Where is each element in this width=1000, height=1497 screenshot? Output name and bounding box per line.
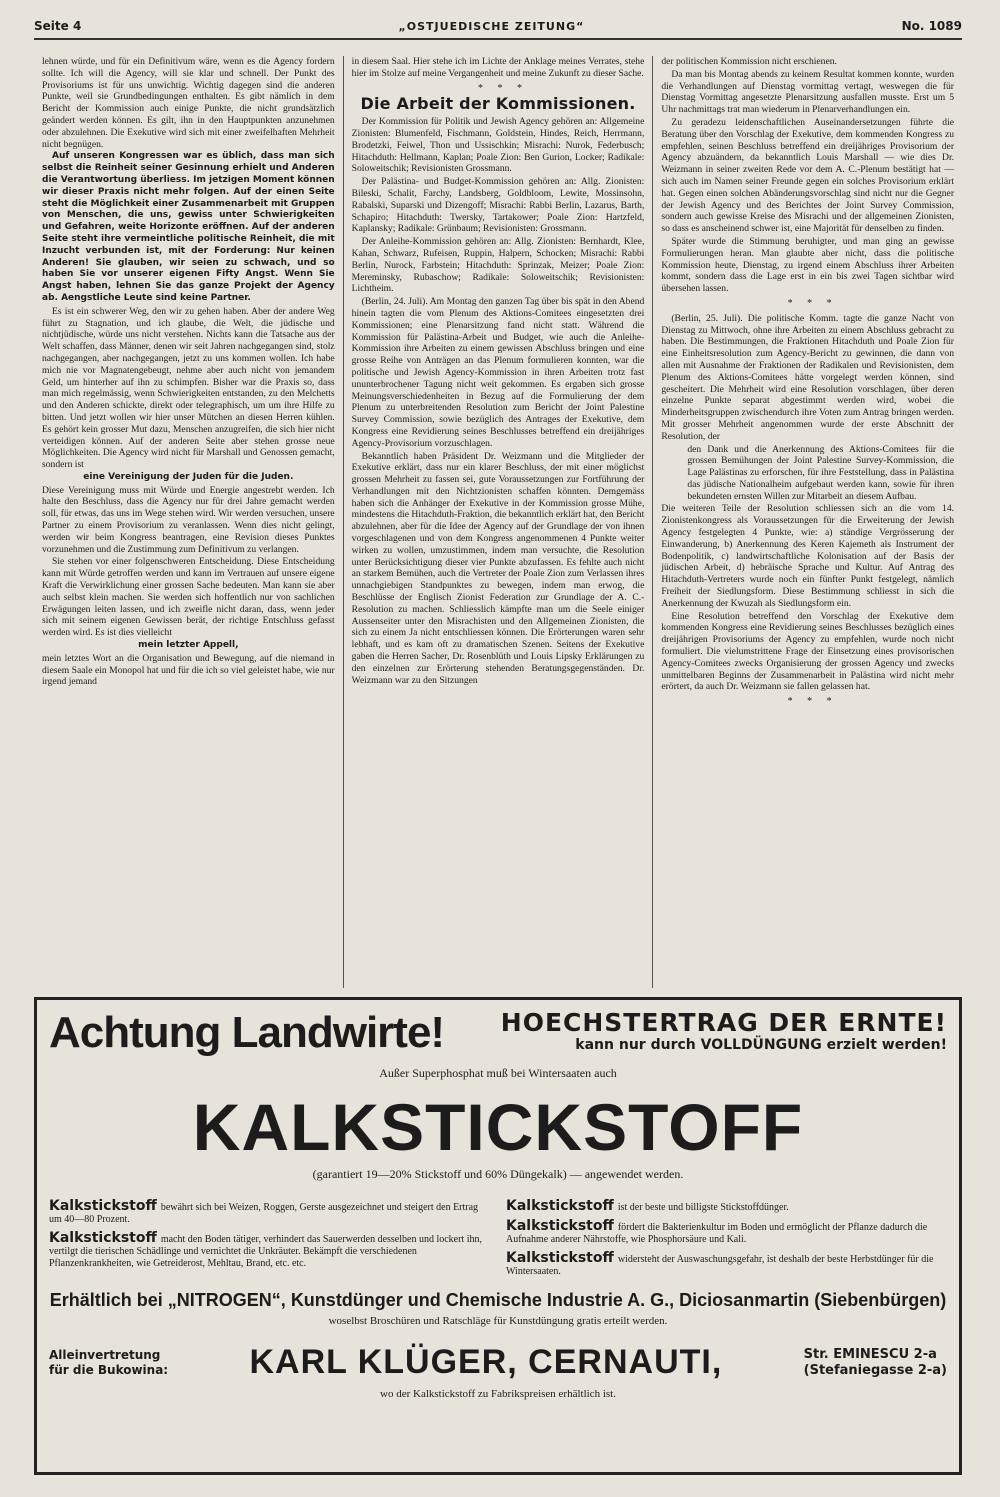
ad-benefit: [49, 1200, 490, 1226]
article-paragraph: Eine Resolution betreffend den Vorschlag der Exekutive dem kommenden Kongress eine Revidierung seines Beschlusses bezüglich eines dreijährigen Provisoriums der Agency zu empfehlen, wurde noch nicht formuliert. Die vielumstrittene Frage der Einsetzung eines provisorischen Agency-Comitees zwecks Organisierung der grossen Agency und zwecks unmittelbaren Beginns der Zusammenarbeit in Palästina wird nicht mehr erörtert, da auch Dr. Weizmann sie fallen gelassen hat.: [661, 610, 955, 693]
ad-benefit: [506, 1220, 947, 1246]
page-number: Seite 4: [34, 19, 82, 33]
ad-benefit-keyword: Kalkstickstoff: [506, 1198, 614, 1214]
ad-benefit-keyword: Kalkstickstoff: [506, 1250, 614, 1266]
column-2: [343, 56, 653, 988]
article-paragraph: eine Vereinigung der Juden für die Juden.: [83, 471, 294, 482]
ad-dealer-address-1: Str. EMINESCU 2-a: [803, 1346, 937, 1362]
ad-benefit-text: macht den Boden tätiger, verhindert das Sauerwerden desselben und lockert ihn, vertilgt die tierischen Schädlinge und vernichtet die Unkräuter. Bekämpft die verschiedenen Pflanzenkrankheiten, wie Getreiderost, Mehltau, Brand, etc. etc.: [49, 1234, 482, 1269]
column-1: [34, 56, 343, 988]
section-divider: * * *: [787, 696, 838, 708]
column-3: [652, 56, 962, 988]
fertilizer-advertisement: [34, 997, 962, 1475]
article-columns: [34, 56, 962, 988]
ad-dealer-label-1: Alleinvertretung: [49, 1347, 161, 1362]
article-paragraph: der politischen Kommission nicht erschienen.: [661, 56, 837, 67]
page-header: [34, 14, 962, 40]
article-paragraph: Es ist ein schwerer Weg, den wir zu gehen haben. Aber der andere Weg führt zu Stagnation, und ich glaube, die Welt, die jüdische und nichtjüdische, würde uns nicht verstehen. Nichts kann die Tatsache aus der Welt schaffen, dass Männer, denen wir seit Jahren nachgegangen sind, stolz nachgegangen, aber nachgegangen, jetzt zu uns kommen wollen. Ich habe mich nie vor Magnatengebeugt, nehme aber auch nicht von jemandem Geld, um hinterher auf ihn zu schimpfen. Bisher war die Praxis so, dass man mich regelmässig, wenn Schwierigkeiten entstanden, zu den Melchetts und den Anderen schickte, direkt oder telegraphisch, um um ihre Hilfe zu bitten. Und jetzt wollen wir hier unser Mütchen an diesen Herren kühlen. Es gehört kein grosser Mut dazu, Menschen anzugreifen, die sich hier nicht verteidigen können. Auf der anderen Seite aber stehen grosse neue Möglichkeiten. Die Agency wird nicht für Marshall und Genossen gemacht, sondern ist: [42, 305, 335, 471]
ad-dealer-label: [49, 1348, 168, 1378]
article-paragraph: (Berlin, 25. Juli). Die politische Komm. tagte die ganze Nacht von Dienstag zu Mittwoch, ohne ihre Arbeiten zu einem Abschluss gebracht zu haben. Die Bestimmungen, die Fraktionen Hitachduth und Poale Zion für eine Einheitsresolution zum Agency-Bericht zu gewinnen, die dann von allen mit Ausnahme der Fraktionen der Radikalen und Revisionisten, dem Plenum des Aktions-Comitees hätte vorgelegt werden können, sind gescheitert. Die Mehrheit wird eine Resolution vorschlagen, über deren einzelne Punkte separat abgestimmt werden wird, wobei die Minderheitsgruppen zwischendurch ihre Voten zum Antrag bringen werden. Mit grosser Mehrheit angenommen wurde der erste Abschnitt der Resolution, der: [661, 312, 955, 442]
ad-benefit-keyword: Kalkstickstoff: [49, 1230, 157, 1246]
article-paragraph: Da man bis Montag abends zu keinem Resultat kommen konnte, wurden die Verhandlungen auf Dienstag vormittag vertagt, weswegen die für Dienstag Vormittag angesetzte Plenarsitzung ausfallen musste. Erst um 5 Uhr nachmittags trat man wiederum in Plenarverhandlungen ein.: [661, 68, 955, 116]
ad-benefits: [49, 1200, 947, 1284]
article-paragraph: mein letzter Appell,: [138, 640, 239, 651]
ad-headline-right-1: HOECHSTERTRAG DER ERNTE!: [500, 1008, 947, 1037]
section-divider: * * *: [478, 82, 528, 94]
ad-dealer-address: [804, 1347, 947, 1379]
ad-product-name: KALKSTICKSTOFF: [192, 1090, 804, 1164]
ad-dealer-label-2: für die Bukowina:: [49, 1362, 169, 1377]
ad-headline: Achtung Landwirte!: [49, 1008, 445, 1057]
ad-benefit-text: ist der beste und billigste Stickstoffdünger.: [617, 1202, 789, 1213]
article-paragraph: Der Kommission für Politik und Jewish Agency gehören an: Allgemeine Zionisten: Blumenfeld, Fischmann, Goldstein, Hindes, Reich, Herrmann, Brodetzki, Feiwel, Thon und Ussischkin; Misrachi: Nurok, Federbusch; Hitachduth: Hellmann, Kaplan; Poale Zion: Ben Gurion, Locker; Radikale: Soloweitschik; Revisionisten Grossmann.: [351, 116, 645, 175]
ad-headline-right-2: kann nur durch VOLLDÜNGUNG erzielt werden!: [575, 1037, 947, 1053]
ad-benefit: [506, 1200, 947, 1214]
ad-benefit: [506, 1252, 947, 1278]
ad-dealer-address-2: (Stefaniegasse 2-a): [803, 1362, 947, 1378]
ad-guarantee: (garantiert 19—20% Stickstoff und 60% Düngekalk) — angewendet werden.: [312, 1167, 684, 1181]
ad-benefit-text: widersteht der Auswaschungsgefahr, ist deshalb der beste Herbstdünger für die Wintersaaten.: [506, 1254, 934, 1277]
ad-headline-right: [501, 1008, 947, 1053]
ad-benefit: [49, 1232, 490, 1270]
ad-dealer: [49, 1343, 947, 1382]
article-paragraph: mein letztes Wort an die Organisation und Bewegung, auf die niemand in diesem Saale ein Monopol hat und für die ich so viel geleistet habe, wie nur irgend jemand: [42, 652, 335, 688]
article-paragraph: Sie stehen vor einer folgenschweren Entscheidung. Diese Entscheidung kann mit Würde getroffen werden und kann im Vertrauen auf unsere eigene Kraft die Verwirklichung einer grossen Sache bedeuten. Man kann sie aber auch selbst klein machen. Sie werden sich hoffentlich nur von sachlichen Erwägungen leiten lassen, und ich zweifle nicht daran, dass, wenn jeder sich mit seinem eigenen Gewissen berät, der richtige Entschluss gefasst werden wird. Es ist dies vielleicht: [42, 556, 335, 639]
article-paragraph: Auf unseren Kongressen war es üblich, dass man sich selbst die Reinheit seiner Gesinnung erhielt und Anderen die Verantwortung überliess. Im jetzigen Moment können wir dieser Praxis nicht mehr folgen. Auf der einen Seite steht die Möglichkeit einer Zusammenarbeit mit Gruppen von Menschen, die uns, gewiss unter Schwierigkeiten und Gefahren, weite Horizonte eröffnen. Auf der anderen Seite steht ihre vermeintliche politische Reinheit, die mit Inzucht verbunden ist, mit der Forderung: Nur keinen Anderen! Sie glauben, wir seien zu schwach, und so haben Sie vor unserer eigenen Fifty Angst. Wenn Sie Angst haben, lehnen Sie das ganze Projekt der Agency ab. Aengstliche Leute sind keine Partner.: [42, 151, 335, 303]
article-paragraph: Die weiteren Teile der Resolution schliessen sich an die vom 14. Zionistenkongress als Voraussetzungen für die Erweiterung der Jewish Agency festgelegten 4 Punkte, wie: a) ständige Vergrösserung der Einwanderung, b) Anerkennung des Keren Kajemeth als Instrument der Bodenpolitik, c) landwirtschaftliche Kolonisation auf der Basis der jüdischen Arbeit, d) hebräische Sprache und Kultur. Auf Antrag des Hitachduth-Vertreters wurde noch ein fünfter Punkt festgelegt, nämlich Freiheit der Siedlungsform. Diese Bestimmung schliesst in sich die Anerkennung der Kwuzah als Siedlungsform ein.: [661, 503, 955, 609]
ad-factory-price-note: wo der Kalkstickstoff zu Fabrikspreisen erhältlich ist.: [380, 1388, 616, 1400]
ad-benefit-text: bewährt sich bei Weizen, Roggen, Gerste ausgezeichnet und steigert den Ertrag um 40—80 Prozent.: [49, 1202, 479, 1225]
article-paragraph: Bekanntlich haben Präsident Dr. Weizmann und die Mitglieder der Exekutive erklärt, dass nur ein klarer Beschluss, der mit einer möglichst grossen Mehrheit zu fassen sei, gute Voraussetzungen zur Fortführung der Verhandlungen mit den Nichtzionisten schaffen könnten. Demgemäss haben sich die Anhänger der Exekutive in der Kommission grosse Mühe, mindestens die Hitachduth-Fraktion, die bekanntlich erklärt hat, den Bericht abzulehnen, aber für die Idee der Agency auf der Grundlage der von ihnen vorgeschlagenen und von dem Kongress angenommenen 4 Punkte weiter wirken zu wollen, umzustimmen, indem man versuchte, die Resolution unter Berücksichtigung dieser vier Punkte abzufassen. Es fehlte auch nicht an starkem Bemühen, auch die Vertreter der Poale Zion zum Verlassen ihres unnachgiebigen Standpunktes zu bewegen, indem man erwog, die Beschlüsse der Englisch Zionist Federation zur Grundlage der A. C.-Resolution zu machen. Schliesslich kämpfte man um die Seele einiger Aussenseiter unter den Misrachisten und den Allgemeinen Zionisten, die sich zu einem Ja nicht entschliessen können. Die Erörterungen waren sehr lebhaft, und es kam oft zu dramatischen Szenen. Seitens der Exekutive gaben die Herren Sacher, Dr. Rosenblüth und Louis Lipsky Erklärungen zu den einzelnen zur Erörterung stehenden Beratungsgegenständen. Dr. Weizmann war zu den Sitzungen: [351, 450, 645, 686]
newspaper-title: „OSTJUEDISCHE ZEITUNG“: [398, 19, 585, 33]
article-paragraph: den Dank und die Anerkennung des Aktions-Comitees für die grossen Bemühungen der Joint Palestine Survey-Kommission, die Lage Palästinas zu erforschen, für ihre Feststellung, dass in Palästina das jüdische Nationalheim aufgebaut werden kann, sowie für ihren bekundeten ernsten Willen zur Mitarbeit an diesem Aufbau.: [687, 443, 955, 502]
section-heading: Die Arbeit der Kommissionen.: [360, 94, 636, 114]
ad-benefit-keyword: Kalkstickstoff: [506, 1218, 614, 1234]
ad-dealer-name: KARL KLÜGER, CERNAUTI,: [249, 1343, 723, 1381]
article-paragraph: Später wurde die Stimmung beruhigter, und man ging an gewisse Formulierungen heran. Man glaubte aber nicht, dass die politische Kommission heute, Dienstag, zu irgend einem Abschluss ihrer Arbeiten kommt, sondern dass die Lage erst in ein bis zwei Tagen sichtbar wird übersehen lassen.: [661, 235, 955, 295]
article-paragraph: lehnen würde, und für ein Definitivum wäre, wenn es die Agency fordern sollte. Ich will die Agency, will sie klar und schnell. Der Punkt des Provisoriums ist für uns unwichtig. Wichtig dagegen sind die anderen Punkte, weil sie Grundbedingungen enthalten. Es gibt nämlich in dem Bericht der Kommission auch einige Punkte, die nicht grundsätzlich geändert werden können. Es gilt, ihn in den Hauptpunkten anzunehmen oder abzulehnen. Die Exekutive wird sich mit einer zweifelhaften Mehrheit nicht begnügen.: [42, 56, 335, 150]
ad-availability: Erhältlich bei „NITROGEN“, Kunstdünger und Chemische Industrie A. G., Diciosanmartin (Siebenbürgen): [49, 1290, 947, 1310]
article-paragraph: Der Palästina- und Budget-Kommission gehören an: Allg. Zionisten: Bileski, Schalit, Farchy, Landsberg, Goldbloom, Lewite, Mossinsohn, Rabalski, Suparski und Dizengoff; Misrachi: Rabbi Berlin, Lazarus, Barth, Schapiro; Hitachduth: Twersky, Tartakower; Poale Zion: Hartzfeld, Kaplansky; Radikale: Grünbaum; Revisionisten: Grossmann.: [351, 176, 645, 235]
section-divider: * * *: [787, 297, 838, 309]
ad-benefit-text: fördert die Bakterienkultur im Boden und ermöglicht der Pflanze dadurch die Aufnahme anderer Nährstoffe, wie Phosphorsäure und Kali.: [506, 1222, 928, 1245]
article-paragraph: in diesem Saal. Hier stehe ich im Lichte der Anklage meines Verrates, stehe hier im Stolze auf meine Vergangenheit und meine Zukunft zu dieser Sache.: [351, 56, 645, 79]
ad-subheading: Außer Superphosphat muß bei Wintersaaten auch: [379, 1066, 617, 1080]
ad-benefits-left: [49, 1200, 490, 1284]
ad-availability-note: woselbst Broschüren und Ratschläge für Kunstdüngung gratis erteilt werden.: [328, 1315, 668, 1327]
issue-number: No. 1089: [901, 19, 962, 33]
article-paragraph: Diese Vereinigung muss mit Würde und Energie angestrebt werden. Ich halte den Beschluss, dass die Agency nur für drei Jahre gemacht werden soll, für etwas, das uns im Wege stehen wird. Wir werden versuchen, unsere Partner zu einem Provisorium zu veranlassen. Wenn dies nicht gelingt, werden wir beim Kongress beantragen, eine Revision dieses Punktes vorzunehmen und die Zustimmung zum Definitivum zu verlangen.: [42, 484, 335, 555]
article-paragraph: Zu geradezu leidenschaftlichen Auseinandersetzungen führte die Beratung über den Vorschlag der Exekutive, dem kommenden Kongress zu empfehlen, seinen Beschluss betreffend ein dreijähriges Provisorium der Agency abzuändern, da bekanntlich Louis Marshall — wie dies Dr. Weizmann in seiner zweiten Rede vor dem A. C.-Plenum bestätigt hat — sich auch im Namen seiner Freunde gegen ein solches Provisorium erklärt hat. Gegen einen solchen Abänderungsvorschlag sind nicht nur die Gegner der Jewish Agency und des Berichtes der Joint Survey Commission, sondern auch gewisse Kreise des Misrachi und der allgemeinen Zionisten, so dass es anscheinend schwer ist, eine Majorität für denselben zu finden.: [661, 116, 955, 235]
ad-benefits-right: [506, 1200, 947, 1284]
ad-benefit-keyword: Kalkstickstoff: [49, 1198, 157, 1214]
article-paragraph: Der Anleihe-Kommission gehören an: Allg. Zionisten: Bernhardt, Klee, Kahan, Schwarz, Rufeisen, Ruppin, Halpern, Schocken; Misrachi: Rabbi Berlin, Nurock, Farbstein; Hitachduth: Sprinzak, Meizer; Poale Zion: Mereminsky, Rubaschow; Radikale: Soloweitschik; Revisionisten: Lichtheim.: [351, 236, 645, 295]
article-paragraph: (Berlin, 24. Juli). Am Montag den ganzen Tag über bis spät in den Abend hinein tagten die vom Plenum des Aktions-Comitees eingesetzten drei Kommissionen; eine Plenarsitzung fand nicht statt. Während die Kommission für Palästina-Arbeit und Budget, wie auch die Anleihe-Kommission ihre Arbeiten zu einem gewissen Abschluss bringen und eine grosse Reihe von Anträgen an das Plenum formulieren konnten, war die politische und Jewish Agency-Kommission in ihren Arbeiten trotz fast ununterbrochener Tagung nicht weit gekommen. Es ergaben sich grosse Meinungsverschiedenheiten in Bezug auf die Formulierung der dem Plenum zu unterbreitenden Resolution zum Bericht der Joint Palestine Survey Commission, sowie bezüglich des Antrages der Exekutive, dem Kongress eine Revidierung seines Beschlusses betreffend ein dreijähriges Agency-Provisorium vorzuschlagen.: [351, 296, 645, 449]
